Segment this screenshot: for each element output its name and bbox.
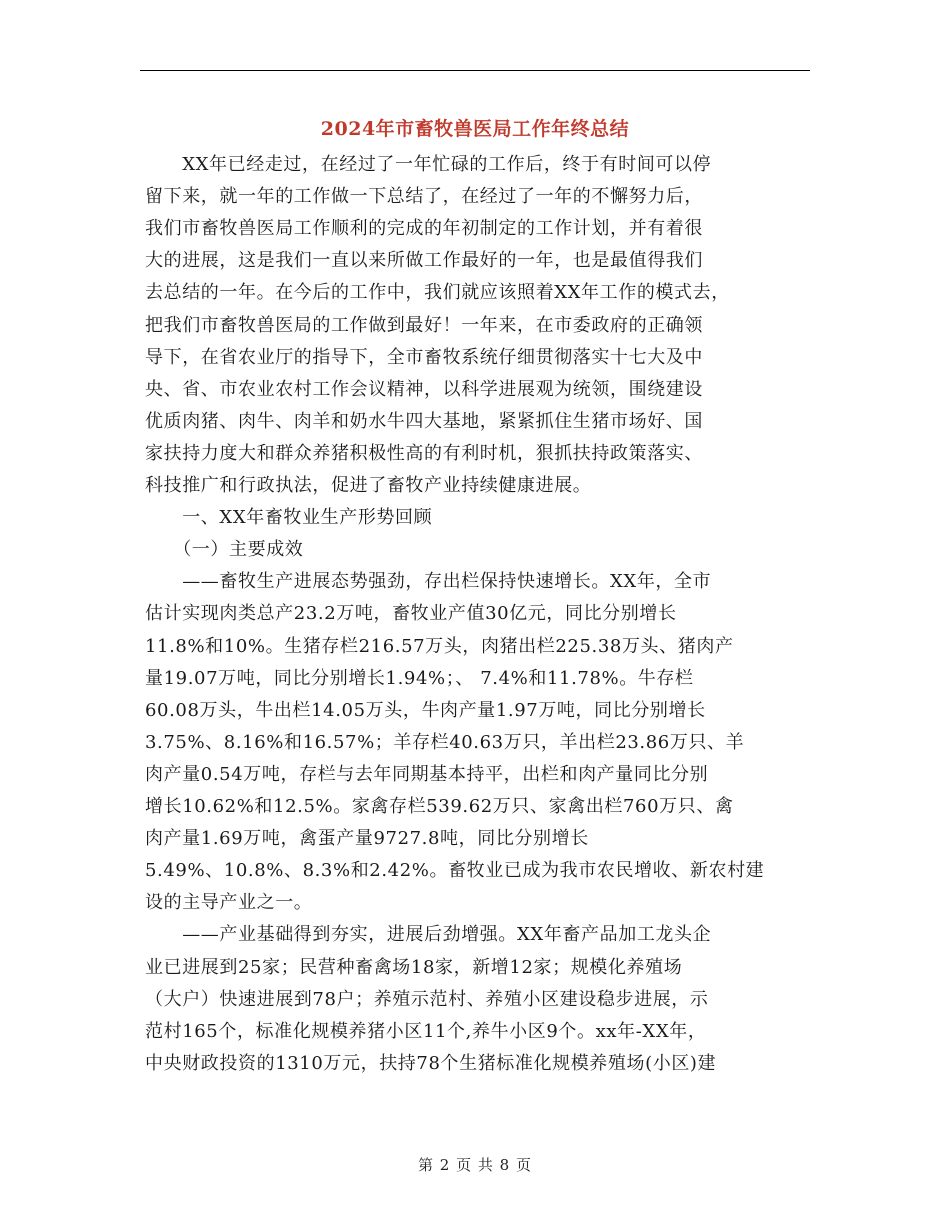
body-line: 5.49%、10.8%、8.3%和2.42%。畜牧业已成为我市农民增收、新农村建 [145,860,765,881]
body-line: 科技推广和行政执法，促进了畜牧产业持续健康进展。 [145,475,592,496]
body-line: 设的主导产业之一。 [145,892,313,913]
body-line: （一）主要成效 [145,539,304,560]
body-line: ——产业基础得到夯实，进展后劲增强。XX年畜产品加工龙头企 [145,924,712,945]
page-footer: 第 2 页 共 8 页 [418,1156,532,1174]
body-line: 60.08万头，牛出栏14.05万头，牛肉产量1.97万吨，同比分别增长 [145,700,706,721]
body-line: （大户）快速进展到78户；养殖示范村、养殖小区建设稳步进展，示 [145,989,709,1010]
body-line: 去总结的一年。在今后的工作中，我们就应该照着XX年工作的模式去， [145,282,730,303]
body-line: 导下，在省农业厅的指导下，全市畜牧系统仔细贯彻落实十七大及中 [145,347,703,368]
body-line: 优质肉猪、肉牛、肉羊和奶水牛四大基地，紧紧抓住生猪市场好、国 [145,411,703,432]
body-line: 中央财政投资的1310万元，扶持78个生猪标准化规模养殖场(小区)建 [145,1053,717,1074]
body-line: 量19.07万吨，同比分别增长1.94%；、 7.4%和11.78%。牛存栏 [145,668,694,689]
body-line: 11.8%和10%。生猪存栏216.57万头，肉猪出栏225.38万头、猪肉产 [145,636,734,657]
body-line: 家扶持力度大和群众养猪积极性高的有利时机，狠抓扶持政策落实、 [145,443,703,464]
body-line: 一、XX年畜牧业生产形势回顾 [145,507,433,528]
body-line: 我们市畜牧兽医局工作顺利的完成的年初制定的工作计划，并有着很 [145,218,703,239]
header-rule [140,70,810,71]
document-title: 2024年市畜牧兽医局工作年终总结 [320,118,630,140]
body-line: 大的进展，这是我们一直以来所做工作最好的一年，也是最值得我们 [145,250,703,271]
body-line: 肉产量1.69万吨，禽蛋产量9727.8吨，同比分别增长 [145,828,589,849]
body-line: ——畜牧生产进展态势强劲，存出栏保持快速增长。XX年，全市 [145,571,712,592]
body-line: 范村165个，标准化规模养猪小区11个,养牛小区9个。xx年-XX年， [145,1021,707,1042]
body-line: 留下来，就一年的工作做一下总结了，在经过了一年的不懈努力后， [145,186,703,207]
body-line: 业已进展到25家；民营种畜禽场18家，新增12家；规模化养殖场 [145,957,683,978]
body-line: 把我们市畜牧兽医局的工作做到最好！一年来，在市委政府的正确领 [145,315,703,336]
body-line: 3.75%、8.16%和16.57%；羊存栏40.63万只，羊出栏23.86万只、羊 [145,732,745,753]
body-line: XX年已经走过，在经过了一年忙碌的工作后，终于有时间可以停 [145,154,712,175]
body-line: 增长10.62%和12.5%。家禽存栏539.62万只、家禽出栏760万只、禽 [145,796,734,817]
body-line: 估计实现肉类总产23.2万吨，畜牧业产值30亿元，同比分别增长 [145,603,677,624]
body-line: 肉产量0.54万吨，存栏与去年同期基本持平，出栏和肉产量同比分别 [145,764,709,785]
body-line: 央、省、市农业农村工作会议精神，以科学进展观为统领，围绕建设 [145,379,703,400]
